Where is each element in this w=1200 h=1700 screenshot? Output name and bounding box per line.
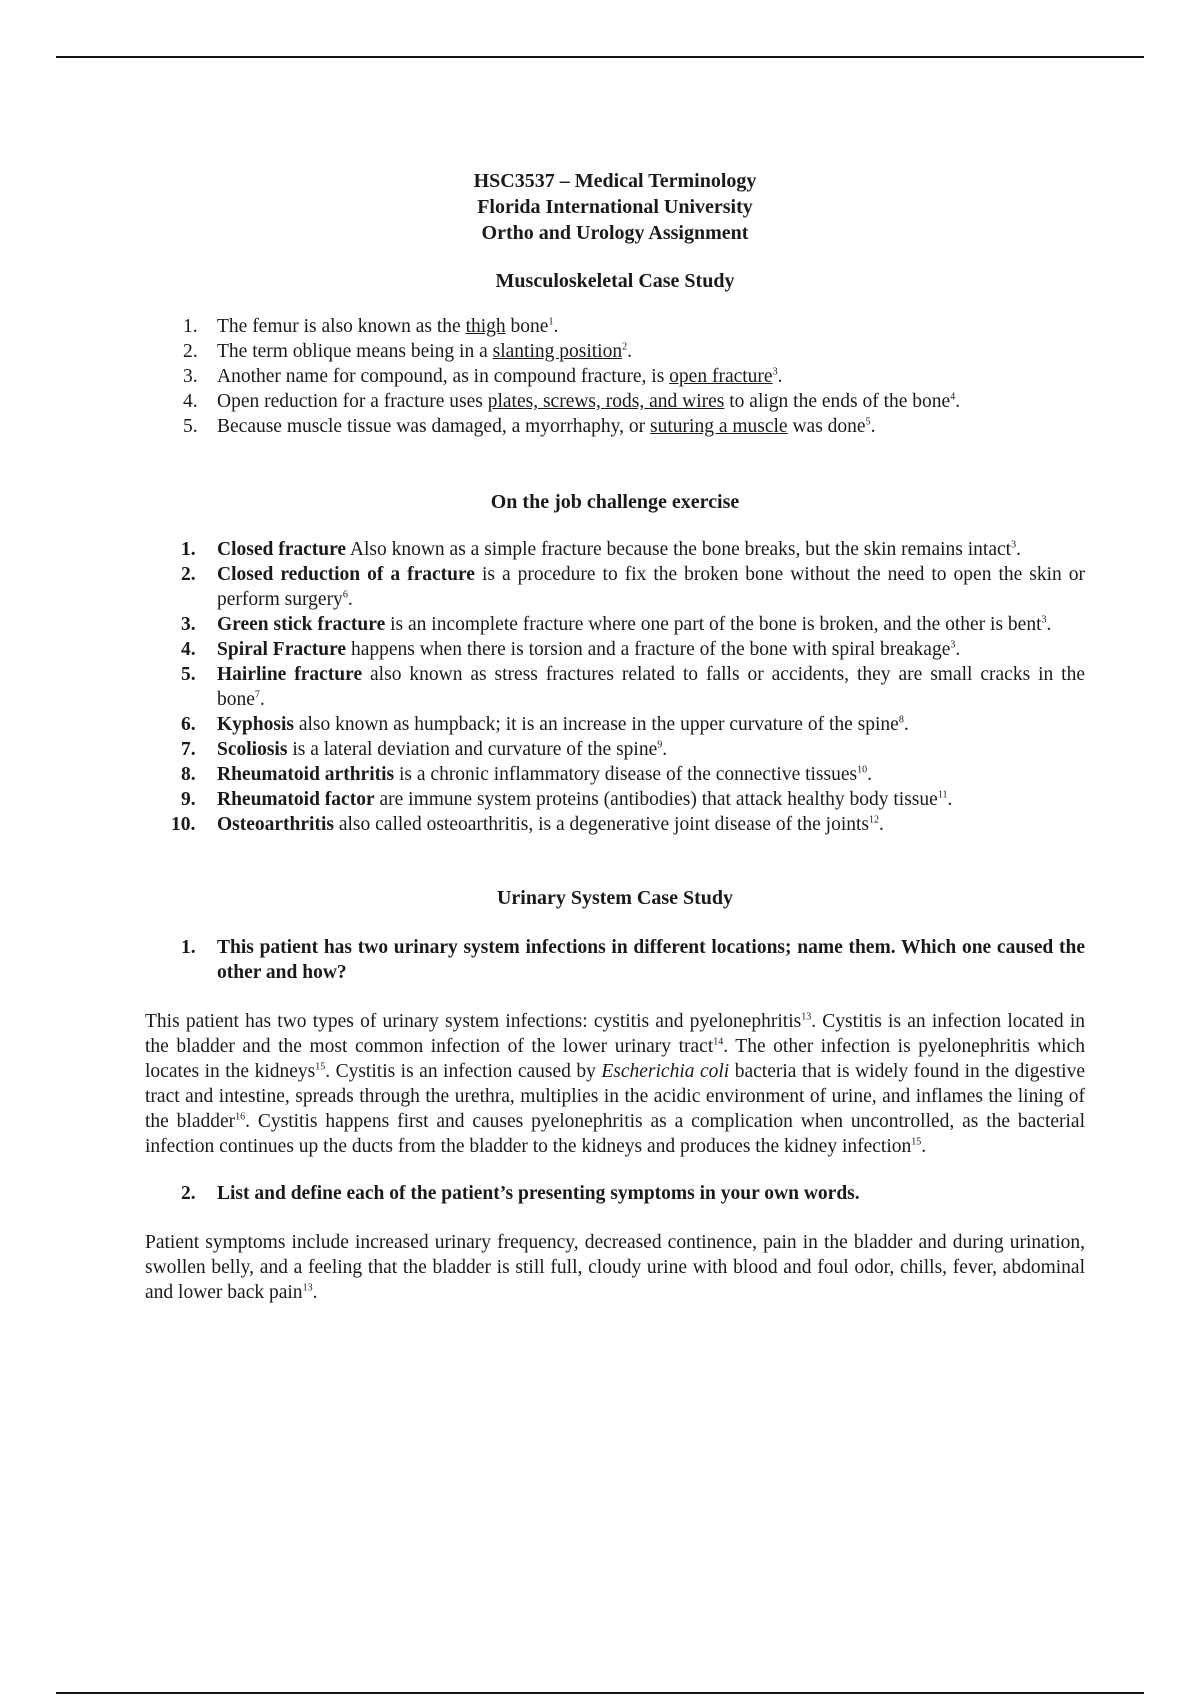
bottom-rule [56, 1692, 1144, 1694]
musculoskeletal-title: Musculoskeletal Case Study [495, 270, 735, 292]
list-item: 7. Scoliosis is a lateral deviation and curvature of the spine$^9$. [181, 739, 668, 760]
urinary-answer-1: This patient has two types of urinary system infections: cystitis and pyelonephritis$^{13}$. Cystitis is an infection located in the bladder and the most common infection of the lower urinary tract$^{14}$. The other infection is pyelonephritis which locates in the kidneys$^{15}$. Cystitis is an infection caused by Escherichia coli bacteria that is widely found in the digestive tract and intestine, spreads through the urethra, multiplies in the acidic environment of urine, and inflames the lining of the bladder$^{16}$. Cystitis happens first and causes pyelonephritis as a complication when uncontrolled, as the bacterial infection continues up the ducts from the bladder to the kidneys and produces the kidney infection$^{15}$. [145, 1011, 1085, 1157]
top-rule [56, 56, 1144, 58]
list-item: 1. The femur is also known as the thigh bone$^1$. [183, 316, 559, 337]
musculoskeletal-list [145, 314, 1085, 439]
list-item: 4. Spiral Fracture happens when there is torsion and a fracture of the bone with spiral breakage$^3$. [181, 639, 961, 660]
list-item: 5. Hairline fracture also known as stress fractures related to falls or accidents, they are small cracks in the bone$^7$. [181, 664, 1085, 710]
university-name: Florida International University [477, 196, 753, 218]
challenge-title: On the job challenge exercise [490, 491, 740, 513]
list-item: 2. The term oblique means being in a slanting position$^2$. [183, 341, 632, 362]
list-item: 8. Rheumatoid arthritis is a chronic inflammatory disease of the connective tissues$^{10}$. [181, 764, 872, 785]
document-page [145, 168, 1085, 1305]
list-item: 3. Another name for compound, as in compound fracture, is open fracture$^3$. [183, 366, 783, 387]
urinary-question-1: 1. This patient has two urinary system infections in different locations; name them. Which one caused the other and how? [181, 937, 1085, 983]
list-item: 1. Closed fracture Also known as a simple fracture because the bone breaks, but the skin remains intact$^3$. [181, 539, 1021, 560]
list-item: 10. Osteoarthritis also called osteoarthritis, is a degenerative joint disease of the joints$^{12}$. [171, 814, 884, 835]
list-item: 6. Kyphosis also known as humpback; it is an increase in the upper curvature of the spine$^8$. [181, 714, 909, 735]
list-item: 3. Green stick fracture is an incomplete fracture where one part of the bone is broken, and the other is bent$^3$. [181, 614, 1052, 635]
challenge-list [145, 537, 1085, 837]
document-header [145, 168, 1085, 246]
list-item: 2. Closed reduction of a fracture is a procedure to fix the broken bone without the need to open the skin or perform surgery$^6$. [181, 564, 1086, 610]
list-item: 5. Because muscle tissue was damaged, a myorrhaphy, or suturing a muscle was done$^5$. [183, 416, 876, 437]
urinary-question-2: 2. List and define each of the patient’s presenting symptoms in your own words. [181, 1183, 860, 1204]
course-title: HSC3537 – Medical Terminology [473, 170, 757, 192]
list-item: 4. Open reduction for a fracture uses plates, screws, rods, and wires to align the ends of the bone$^4$. [183, 391, 961, 412]
urinary-title: Urinary System Case Study [496, 887, 734, 909]
list-item: 9. Rheumatoid factor are immune system proteins (antibodies) that attack healthy body tissue$^{11}$. [181, 789, 953, 810]
assignment-title: Ortho and Urology Assignment [481, 222, 749, 244]
urinary-answer-2: Patient symptoms include increased urinary frequency, decreased continence, pain in the bladder and during urination, swollen belly, and a feeling that the bladder is still full, cloudy urine with blood and foul odor, chills, fever, abdominal and lower back pain$^{13}$. [145, 1232, 1085, 1303]
